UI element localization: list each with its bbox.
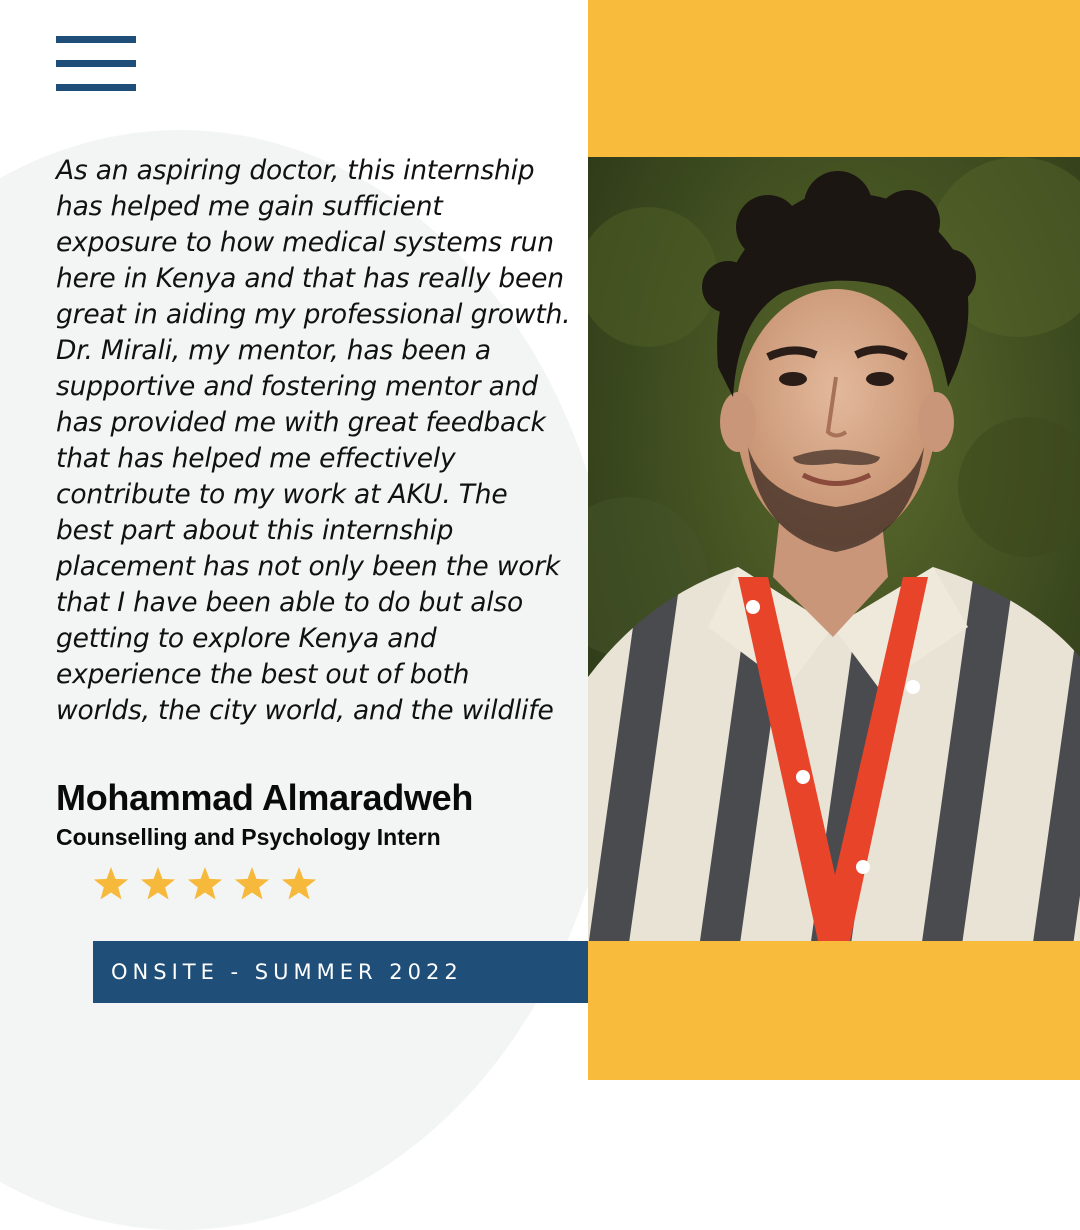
- testimonial-role: Counselling and Psychology Intern: [56, 824, 441, 850]
- star-icon: [141, 867, 175, 900]
- star-rating: [92, 865, 332, 905]
- menu-bar: [56, 60, 136, 67]
- testimonial-quote: As an aspiring doctor, this internship has helped me gain sufficient exposure to how medical systems run here in Kenya and that has really been great in aiding my professional growth. Dr. Mirali, my mentor, has been a supportive and fostering mentor and has provided me with great feedback that has helped me effectively contribute to my work at AKU. The best part about this internship placement has not only been the work that I have been able to do but also getting to explore Kenya and experience the best out of both worlds, the city world, and the wildlife: [56, 155, 571, 726]
- session-banner: [93, 941, 588, 1003]
- menu-bar: [56, 84, 136, 91]
- intern-portrait-photo: [588, 157, 1080, 941]
- menu-bar: [56, 36, 136, 43]
- accent-block-bottom: [588, 941, 1080, 1080]
- session-banner-label: ONSITE - SUMMER 2022: [111, 960, 463, 984]
- hamburger-menu-icon[interactable]: [56, 36, 136, 92]
- star-icon: [282, 867, 316, 900]
- star-icon: [94, 867, 128, 900]
- star-icon: [188, 867, 222, 900]
- star-icon: [235, 867, 269, 900]
- accent-block-top: [588, 0, 1080, 157]
- testimonial-name: Mohammad Almaradweh: [56, 777, 474, 818]
